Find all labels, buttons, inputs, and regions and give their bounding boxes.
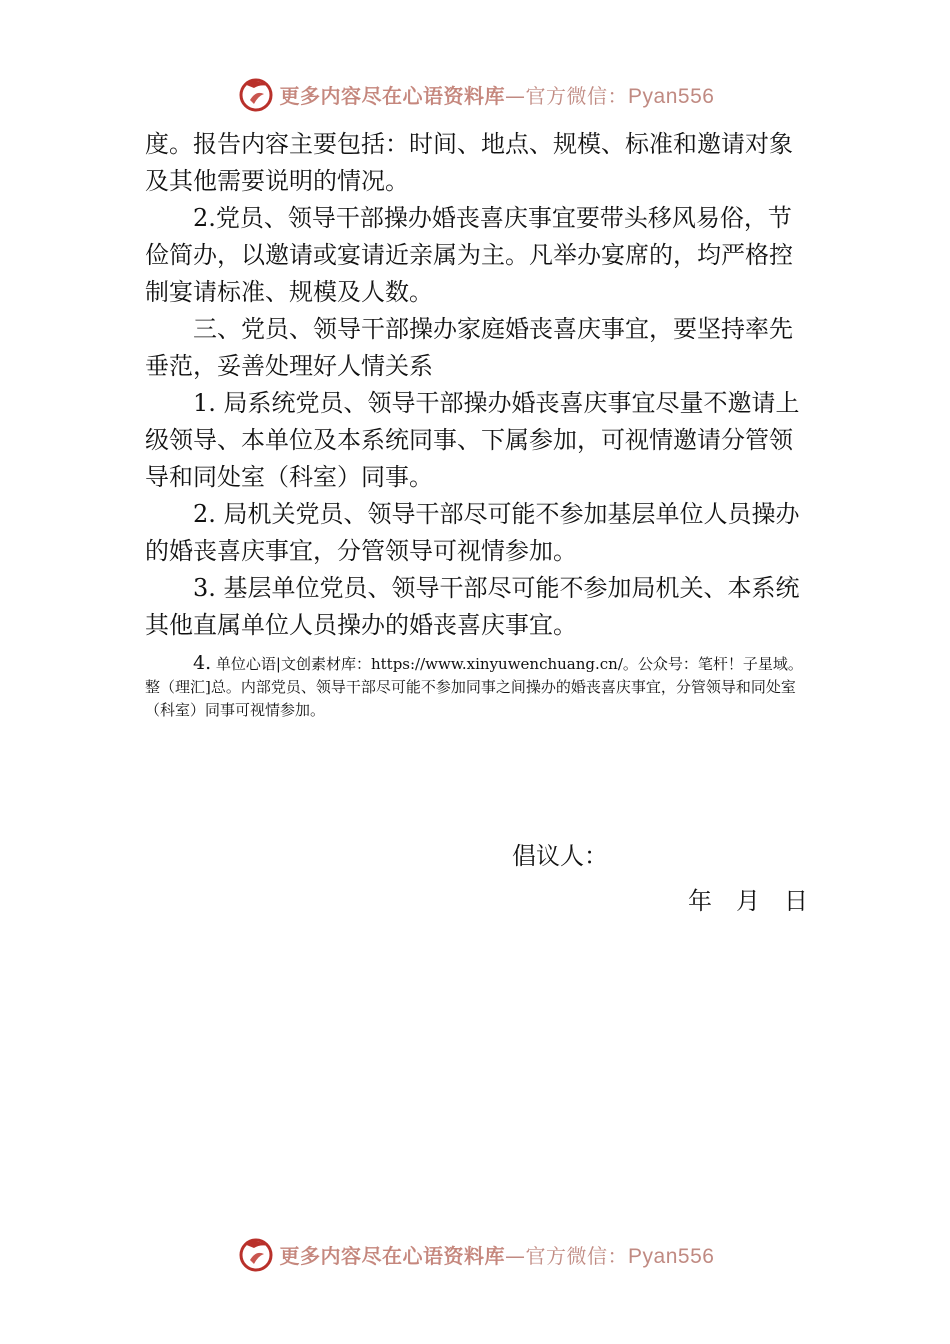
paragraph-item-4-small — [145, 652, 810, 722]
footer-banner — [0, 1232, 950, 1276]
logo-icon — [236, 1234, 276, 1274]
banner-text — [280, 1240, 715, 1269]
banner-official: 官方微信： — [525, 83, 629, 108]
banner-wechat-id: Pyan556 — [628, 84, 715, 108]
banner-dash: — — [505, 83, 526, 108]
banner-text — [280, 80, 715, 109]
signature-label: 倡议人： — [512, 842, 608, 870]
banner-dash: — — [505, 1243, 526, 1268]
logo-icon — [236, 74, 276, 114]
paragraph-item-3: 3. 基层单位党员、领导干部尽可能不参加局机关、本系统其他直属单位人员操办的婚丧喜庆事宜。 — [145, 574, 800, 639]
header-banner — [0, 72, 950, 116]
banner-main: 更多内容尽在心语资料库 — [279, 1243, 506, 1268]
paragraph-item-2b: 2. 局机关党员、领导干部尽可能不参加基层单位人员操办的婚丧喜庆事宜，分管领导可视情参加。 — [145, 500, 800, 565]
document-body — [145, 126, 810, 722]
paragraph-continuation: 度。报告内容主要包括：时间、地点、规模、标准和邀请对象及其他需要说明的情况。 — [145, 130, 793, 195]
banner-main: 更多内容尽在心语资料库 — [279, 83, 506, 108]
paragraph-item-2: 2.党员、领导干部操办婚丧喜庆事宜要带头移风易俗，节俭简办，以邀请或宴请近亲属为主。凡举办宴席的，均严格控制宴请标准、规模及人数。 — [145, 204, 793, 306]
section-heading-3: 三、党员、领导干部操办家庭婚丧喜庆事宜，要坚持率先垂范，妥善处理好人情关系 — [145, 315, 793, 380]
signature-date: 年 月 日 — [688, 887, 808, 915]
banner-wechat-id: Pyan556 — [628, 1244, 715, 1268]
banner-official: 官方微信： — [525, 1243, 629, 1268]
item-4-number: 4. — [193, 652, 212, 674]
item-4-text: 单位心语|文创素材库：https://www.xinyuwenchuang.cn/。公众号：笔杆！子星域。整（理汇]总。内部党员、领导干部尽可能不参加同事之间操办的婚丧喜庆事宜，分管领导和同处室（科室）同事可视情参加。 — [145, 655, 803, 719]
paragraph-item-1: 1. 局系统党员、领导干部操办婚丧喜庆事宜尽量不邀请上级领导、本单位及本系统同事、下属参加，可视情邀请分管领导和同处室（科室）同事。 — [145, 389, 800, 491]
